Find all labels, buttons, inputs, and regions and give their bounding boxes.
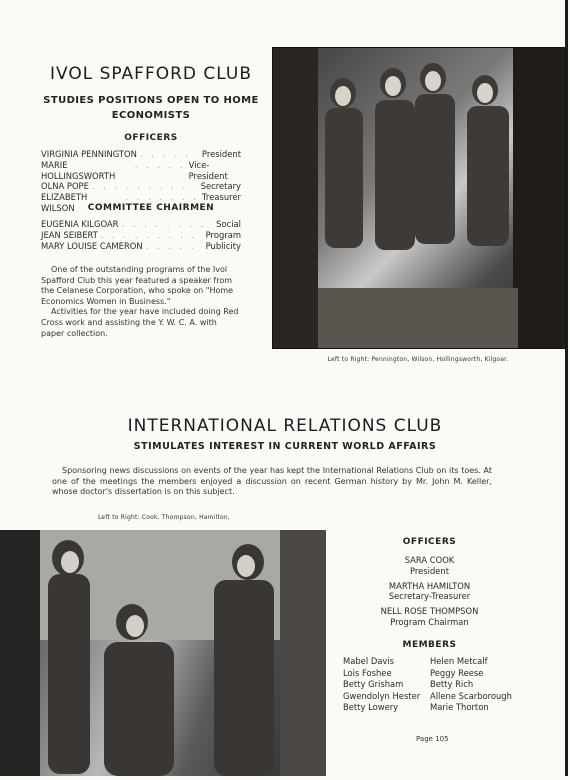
member-name: Allene Scarborough [430, 690, 512, 701]
ivol-officers-heading: OFFICERS [124, 133, 178, 143]
irc-group-photo [0, 530, 326, 776]
ivol-club-title: IVOL SPAFFORD CLUB [49, 64, 253, 84]
ivol-photo-caption: Left to Right: Pennington, Wilson, Hollingsworth, Kilgoar. [327, 356, 509, 363]
officer-row: ELIZABETH WILSON . . . . . . . Treasurer [41, 192, 241, 213]
irc-officer-name: MARTHA HAMILTON [388, 580, 471, 591]
member-name: Mabel Davis [343, 656, 395, 666]
irc-officer-name: SARA COOK [404, 555, 455, 565]
irc-officer-role: President [409, 565, 450, 576]
ivol-group-photo [272, 47, 566, 349]
irc-photo-caption: Left to Right: Cook, Thompson, Hamilton, [98, 514, 230, 521]
member-name: Lois Foshee [343, 667, 392, 678]
page-number: Page 105 [416, 735, 449, 743]
irc-members-left [343, 656, 443, 714]
committee-row: MARY LOUISE CAMERON . . . . . Publicity [41, 240, 241, 251]
officer-row: OLNA POPE . . . . . . . . . Secretary [41, 181, 241, 192]
member-name: Helen Metcalf [430, 656, 488, 666]
member-name: Betty Rich [430, 679, 474, 690]
officer-row: MARIE HOLLINGSWORTH . . . . . Vice-President [41, 159, 228, 181]
irc-photo-figures [0, 530, 326, 776]
ivol-club-subtitle: STUDIES POSITIONS OPEN TO HOME ECONOMISTS [43, 95, 259, 121]
ivol-committee-heading: COMMITTEE CHAIRMEN [87, 203, 215, 213]
irc-members-heading: MEMBERS [402, 640, 457, 650]
member-name: Betty Grisham [343, 679, 404, 690]
irc-officer-name: NELL ROSE THOMPSON [380, 606, 479, 617]
member-name: Betty Lowery [343, 702, 399, 713]
irc-subtitle: STIMULATES INTEREST IN CURRENT WORLD AFFAIRS [133, 441, 437, 452]
irc-officers-list [358, 555, 501, 628]
member-name: Marie Thorton [430, 702, 489, 713]
ivol-paragraph-2: Activities for the year have included doing Red Cross work and assisting the Y. W. C. A. with paper collection. [41, 307, 239, 338]
irc-officers-heading: OFFICERS [402, 537, 457, 547]
member-name: Gwendolyn Hester [343, 690, 421, 701]
irc-intro: Sponsoring news discussions on events of the year has kept the International Relations Club on its toes. At one of the meetings the members enjoyed a discussion on recent German history by Mr. John M. Keller, whose doctor's dissertation is on this subject. [52, 466, 492, 497]
irc-title: INTERNATIONAL RELATIONS CLUB [127, 416, 443, 436]
irc-members-right [430, 656, 540, 714]
ivol-description [41, 265, 242, 339]
irc-officer-role: Secretary-Treasurer [388, 591, 471, 602]
irc-officer-role: Program Chairman [390, 616, 469, 627]
committee-row: EUGENIA KILGOAR . . . . . . . . Social [41, 219, 241, 229]
officer-row: VIRGINIA PENNINGTON . . . . . President [41, 149, 241, 159]
ivol-photo-figures [273, 48, 565, 348]
committee-row: JEAN SEIBERT . . . . . . . . . Program [41, 229, 241, 240]
member-name: Peggy Reese [430, 667, 484, 678]
ivol-paragraph-1: One of the outstanding programs of the Ivol Spafford Club this year featured a speaker from the Celanese Corporation, who spoke on "Home Economics Women in Business." [41, 265, 234, 306]
ivol-committee-list [41, 219, 241, 251]
